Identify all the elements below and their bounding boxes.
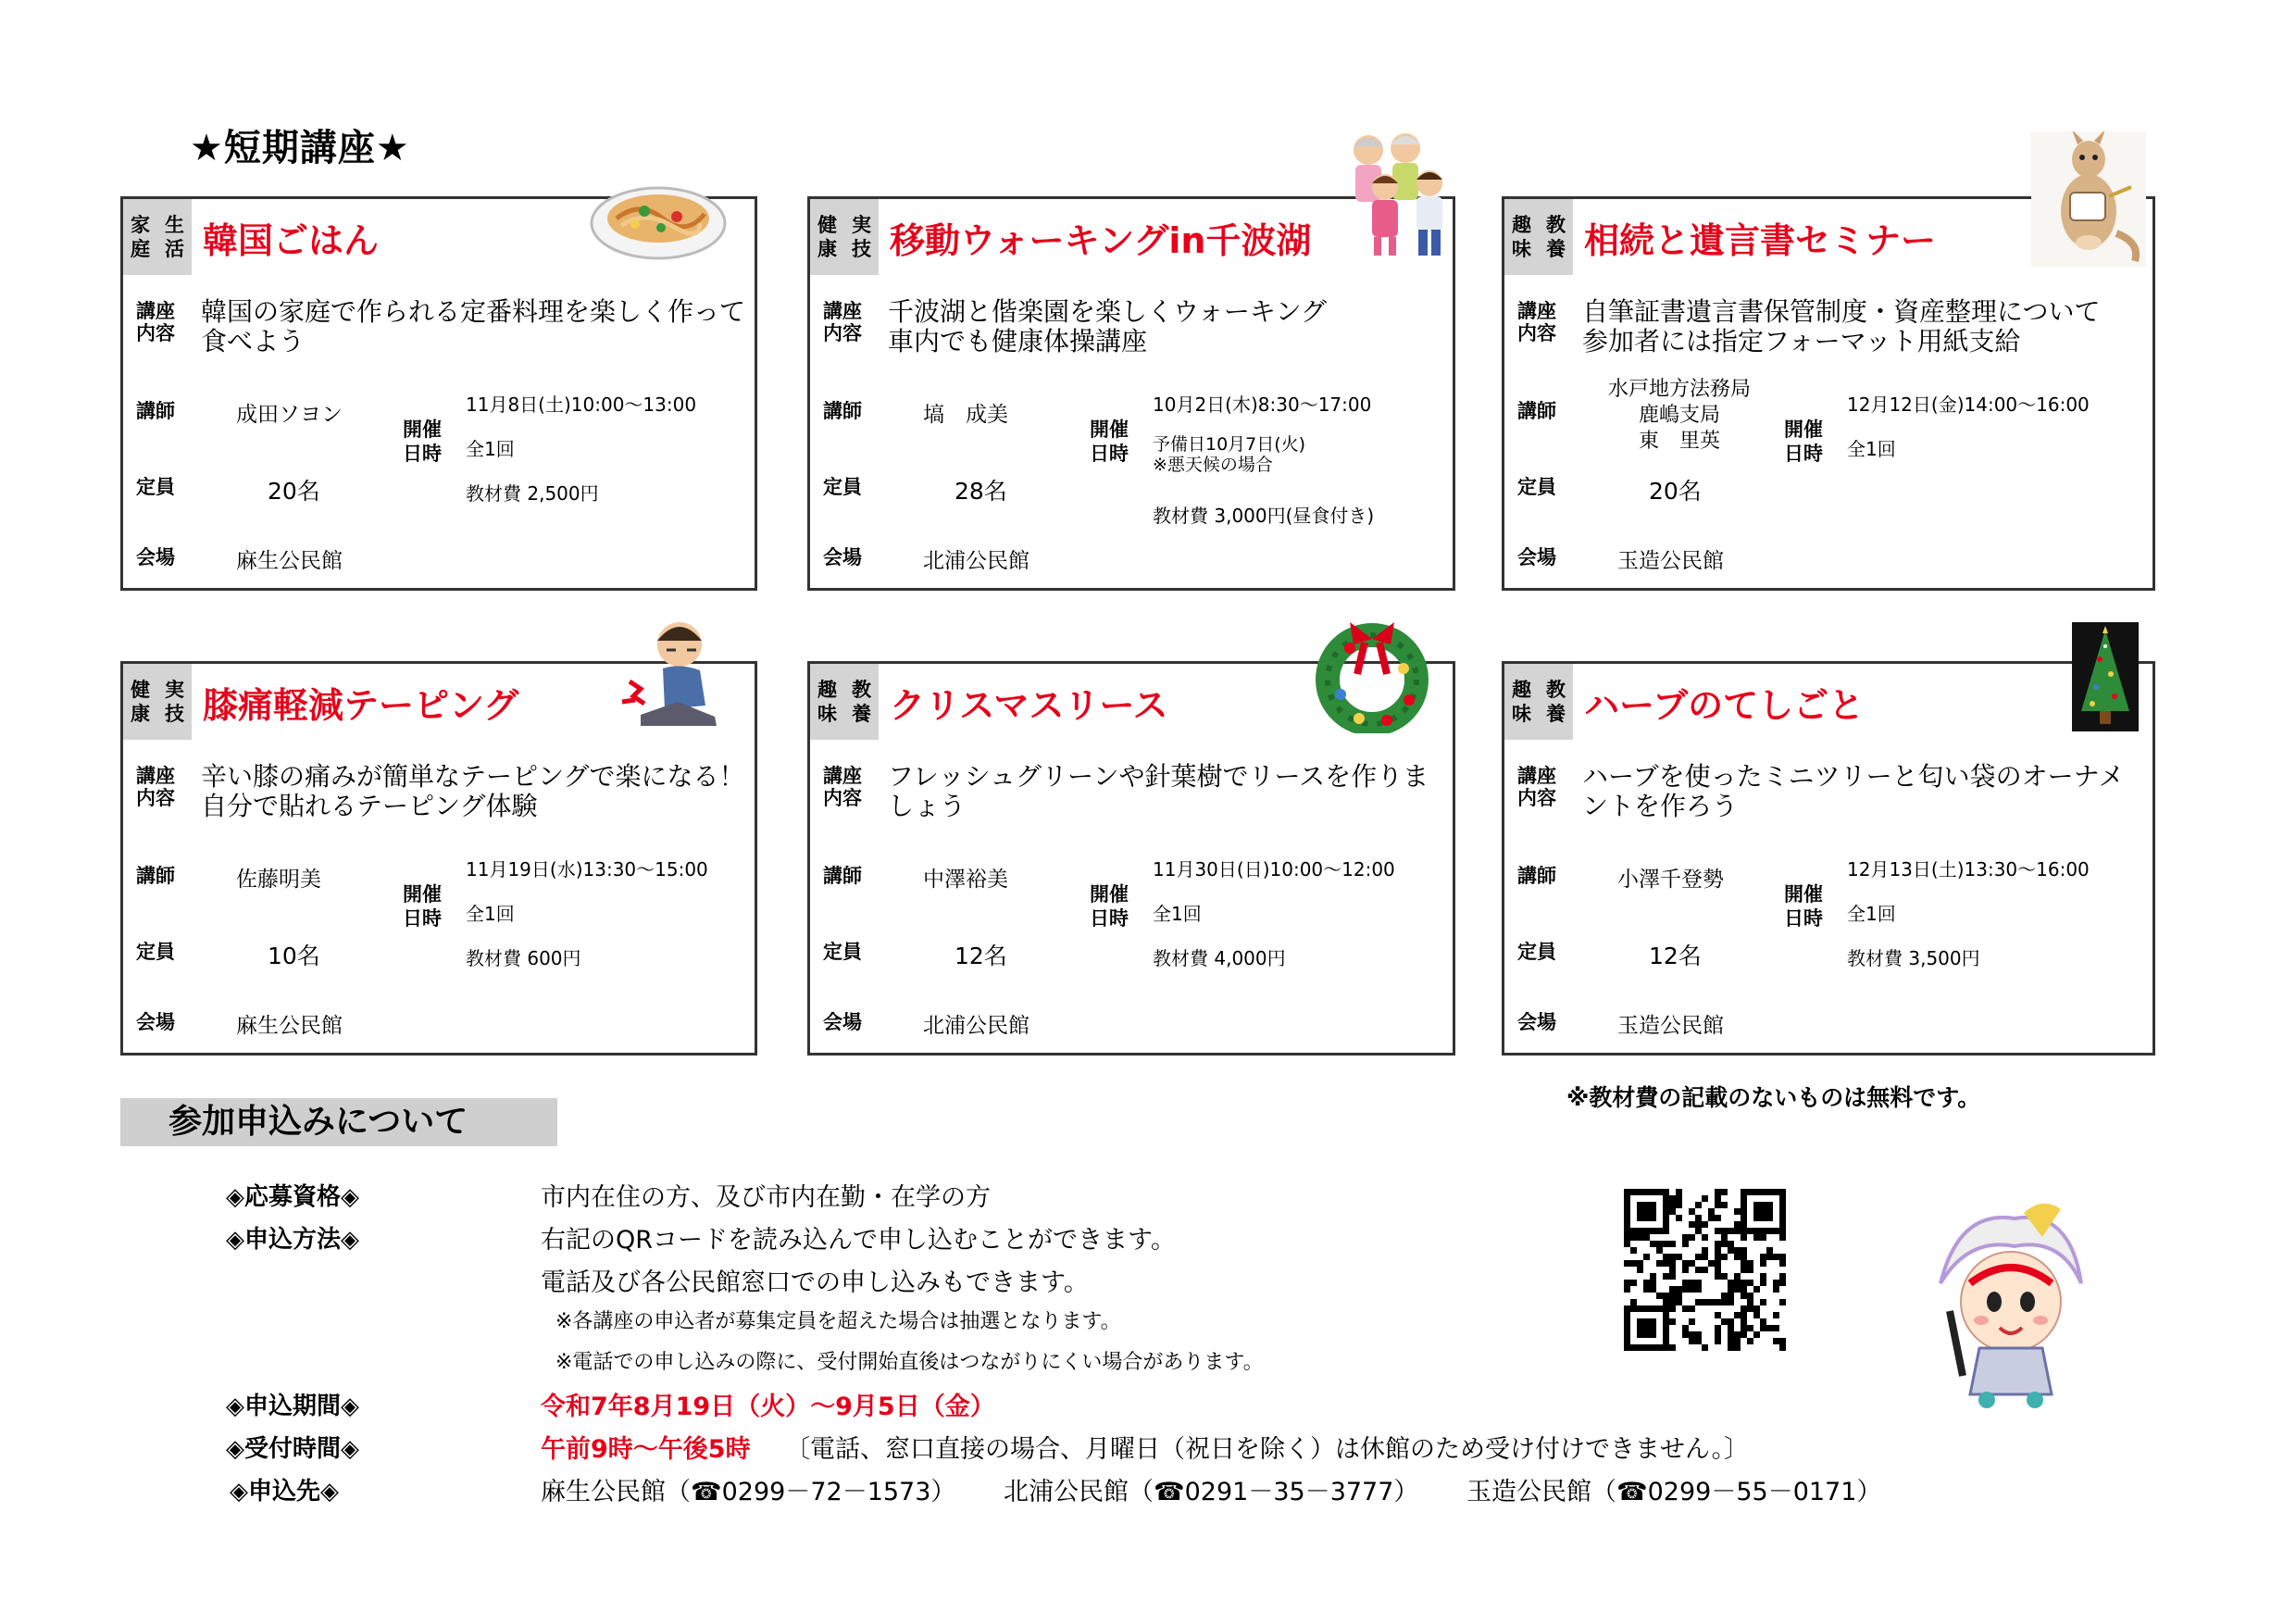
category-line: 実技 [165, 679, 184, 725]
apply-heading: 参加申込みについて [120, 1098, 557, 1146]
capacity-value: 28名 [955, 478, 1007, 505]
instructor-name: 東 里英 [1638, 430, 1720, 453]
venue-value: 玉造公民館 [1617, 549, 1724, 573]
category-line: 生活 [165, 214, 184, 260]
category-badge [1504, 664, 1573, 740]
content-label-1: 講座 [1517, 765, 1556, 787]
hours-note: 〔電話、窓口直接の場合、月曜日（祝日を除く）は休館のため受け付けできません。〕 [785, 1435, 1750, 1464]
category-line: 実技 [852, 214, 871, 260]
category-line: 家庭 [131, 214, 150, 260]
category-line: 趣味 [817, 679, 837, 725]
sessions-value: 全1回 [466, 438, 515, 460]
course-title[interactable]: 相続と遺言書セミナー [1584, 220, 1937, 261]
content-label-2: 内容 [136, 322, 175, 344]
instructor-name: 鹿嶋支局 [1638, 404, 1720, 427]
date-label-1: 開催 [1090, 883, 1129, 906]
contact-asou[interactable]: 麻生公民館（☎0299－72－1573） [541, 1478, 956, 1506]
capacity-value: 10名 [268, 943, 320, 969]
capacity-value: 12名 [1649, 943, 1702, 969]
content-label-1: 講座 [1517, 300, 1556, 322]
content-label-1: 講座 [823, 300, 862, 322]
date-label-2: 日時 [1784, 907, 1823, 930]
category-line: 教養 [1546, 679, 1566, 725]
section-title: ★短期講座★ [190, 127, 410, 169]
content-label-2: 内容 [1517, 787, 1556, 809]
course-description: 自筆証書遺言書保管制度・資産整理について 参加者には指定フォーマット用紙支給 [1582, 296, 2101, 356]
category-badge [123, 664, 192, 740]
content-label-1: 講座 [136, 300, 175, 322]
walking-family-icon [1341, 130, 1457, 257]
content-label-1: 講座 [823, 765, 862, 787]
method-label: ◈申込方法◈ [226, 1226, 359, 1254]
content-label-2: 内容 [823, 322, 862, 344]
instructor-name: 中澤裕美 [923, 868, 1008, 892]
capacity-label: 定員 [1517, 476, 1556, 498]
capacity-label: 定員 [823, 476, 862, 498]
contact-label: ◈申込先◈ [230, 1478, 339, 1505]
date-label-2: 日時 [403, 443, 442, 465]
contact-tamatsukuri[interactable]: 玉造公民館（☎0299－55－0171） [1466, 1478, 1882, 1506]
category-line: 趣味 [1512, 214, 1531, 260]
venue-value: 北浦公民館 [923, 549, 1029, 573]
christmas-tree-icon [2072, 622, 2139, 731]
content-label-2: 内容 [136, 787, 175, 809]
venue-label: 会場 [1517, 1011, 1556, 1033]
course-title[interactable]: 移動ウォーキングin千波湖 [890, 220, 1312, 261]
fee-free-note: ※教材費の記載のないものは無料です。 [1566, 1084, 1981, 1111]
capacity-label: 定員 [136, 941, 175, 963]
course-title[interactable]: ハーブのてしごと [1584, 685, 1865, 726]
date-label-2: 日時 [1090, 907, 1129, 930]
category-line: 教養 [852, 679, 871, 725]
method-note-1: ※各講座の申込者が募集定員を超えた場合は抽選となります。 [555, 1310, 1121, 1333]
fee-value: 教材費 4,000円 [1153, 947, 1286, 969]
instructor-name: 塙 成美 [923, 403, 1008, 427]
date-value: 10月2日(木)8:30～17:00 [1153, 394, 1372, 416]
reserve-day: 予備日10月7日(火) ※悪天候の場合 [1153, 434, 1306, 475]
date-value: 12月12日(金)14:00～16:00 [1847, 394, 2090, 416]
contact-kitaura[interactable]: 北浦公民館（☎0291－35－3777） [1004, 1478, 1419, 1506]
category-badge [1504, 199, 1573, 275]
course-description: フレッシュグリーンや針葉樹でリースを作りましょう [888, 761, 1429, 821]
category-badge [810, 199, 879, 275]
course-title[interactable]: クリスマスリース [890, 685, 1168, 726]
capacity-value: 12名 [955, 943, 1007, 969]
christmas-wreath-icon [1313, 620, 1431, 733]
instructor-name: 佐藤明美 [236, 868, 321, 892]
course-description: 韓国の家庭で作られる定番料理を楽しく作って食べよう [201, 296, 746, 356]
category-line: 教養 [1546, 214, 1566, 260]
category-line: 健康 [817, 214, 837, 260]
sessions-value: 全1回 [1847, 903, 1896, 925]
course-card [1502, 661, 2155, 1056]
category-badge [810, 664, 879, 740]
venue-label: 会場 [823, 546, 862, 568]
course-title[interactable]: 韓国ごはん [203, 220, 380, 261]
capacity-label: 定員 [1517, 941, 1556, 963]
date-value: 11月19日(水)13:30～15:00 [466, 858, 708, 881]
sessions-value: 全1回 [466, 903, 515, 925]
fee-value: 教材費 2,500円 [466, 482, 599, 505]
instructor-name: 水戸地方法務局 [1607, 378, 1751, 401]
eligibility-value: 市内在住の方、及び市内在勤・在学の方 [541, 1183, 991, 1212]
date-value: 11月30日(日)10:00～12:00 [1153, 858, 1395, 881]
venue-label: 会場 [1517, 546, 1556, 568]
fee-value: 教材費 600円 [466, 947, 581, 969]
date-value: 12月13日(土)13:30～16:00 [1847, 858, 2090, 881]
capacity-label: 定員 [823, 941, 862, 963]
date-label-1: 開催 [403, 418, 442, 441]
capacity-value: 20名 [1649, 478, 1702, 505]
date-label-1: 開催 [403, 883, 442, 906]
instructor-label: 講師 [1517, 865, 1556, 887]
qr-code-icon[interactable] [1622, 1187, 1789, 1354]
method-note-2: ※電話での申し込みの際に、受付開始直後はつながりにくい場合があります。 [555, 1351, 1264, 1374]
capacity-value: 20名 [268, 478, 320, 505]
instructor-name: 小澤千登勢 [1617, 868, 1724, 892]
course-title[interactable]: 膝痛軽減テーピング [203, 685, 519, 726]
content-label-2: 内容 [823, 787, 862, 809]
course-description: ハーブを使ったミニツリーと匂い袋のオーナメントを作ろう [1582, 761, 2125, 821]
instructor-label: 講師 [136, 865, 175, 887]
instructor-label: 講師 [823, 400, 862, 422]
sessions-value: 全1回 [1847, 438, 1896, 460]
date-value: 11月8日(土)10:00～13:00 [466, 394, 697, 416]
hours-value: 午前9時～午後5時 [541, 1435, 751, 1464]
instructor-name: 成田ソヨン [236, 403, 343, 427]
venue-label: 会場 [823, 1011, 862, 1033]
venue-value: 玉造公民館 [1617, 1014, 1724, 1038]
category-line: 健康 [131, 679, 150, 725]
content-label-1: 講座 [136, 765, 175, 787]
instructor-label: 講師 [136, 400, 175, 422]
instructor-label: 講師 [823, 865, 862, 887]
date-label-1: 開催 [1784, 883, 1823, 906]
category-line: 趣味 [1512, 679, 1531, 725]
fee-value: 教材費 3,000円(昼食付き) [1153, 505, 1375, 527]
knee-pain-person-icon [613, 613, 735, 733]
period-value: 令和7年8月19日（火）～9月5日（金） [541, 1393, 995, 1421]
venue-label: 会場 [136, 546, 175, 568]
venue-value: 北浦公民館 [923, 1014, 1029, 1038]
date-label-2: 日時 [1784, 443, 1823, 465]
date-label-2: 日時 [403, 907, 442, 930]
eligibility-label: ◈応募資格◈ [226, 1183, 359, 1211]
course-description: 辛い膝の痛みが簡単なテーピングで楽になる！自分で貼れるテーピング体験 [201, 761, 745, 821]
hours-label: ◈受付時間◈ [226, 1435, 359, 1463]
method-line-2: 電話及び各公民館窓口での申し込みもできます。 [541, 1268, 1089, 1297]
venue-value: 麻生公民館 [236, 1014, 343, 1038]
capacity-label: 定員 [136, 476, 175, 498]
sessions-value: 全1回 [1153, 903, 1202, 925]
method-line-1: 右記のQRコードを読み込んで申し込むことができます。 [541, 1226, 1176, 1255]
mascot-icon [1922, 1200, 2094, 1409]
period-label: ◈申込期間◈ [226, 1393, 359, 1420]
content-label-2: 内容 [1517, 322, 1556, 344]
instructor-label: 講師 [1517, 400, 1556, 422]
course-description: 千波湖と偕楽園を楽しくウォーキング 車内でも健康体操講座 [888, 296, 1328, 356]
noodle-plate-icon [589, 172, 728, 265]
category-badge [123, 199, 192, 275]
fee-value: 教材費 3,500円 [1847, 947, 1980, 969]
venue-value: 麻生公民館 [236, 549, 343, 573]
kangaroo-icon [2031, 131, 2146, 267]
date-label-2: 日時 [1090, 443, 1129, 465]
venue-label: 会場 [136, 1011, 175, 1033]
date-label-1: 開催 [1784, 418, 1823, 441]
date-label-1: 開催 [1090, 418, 1129, 441]
